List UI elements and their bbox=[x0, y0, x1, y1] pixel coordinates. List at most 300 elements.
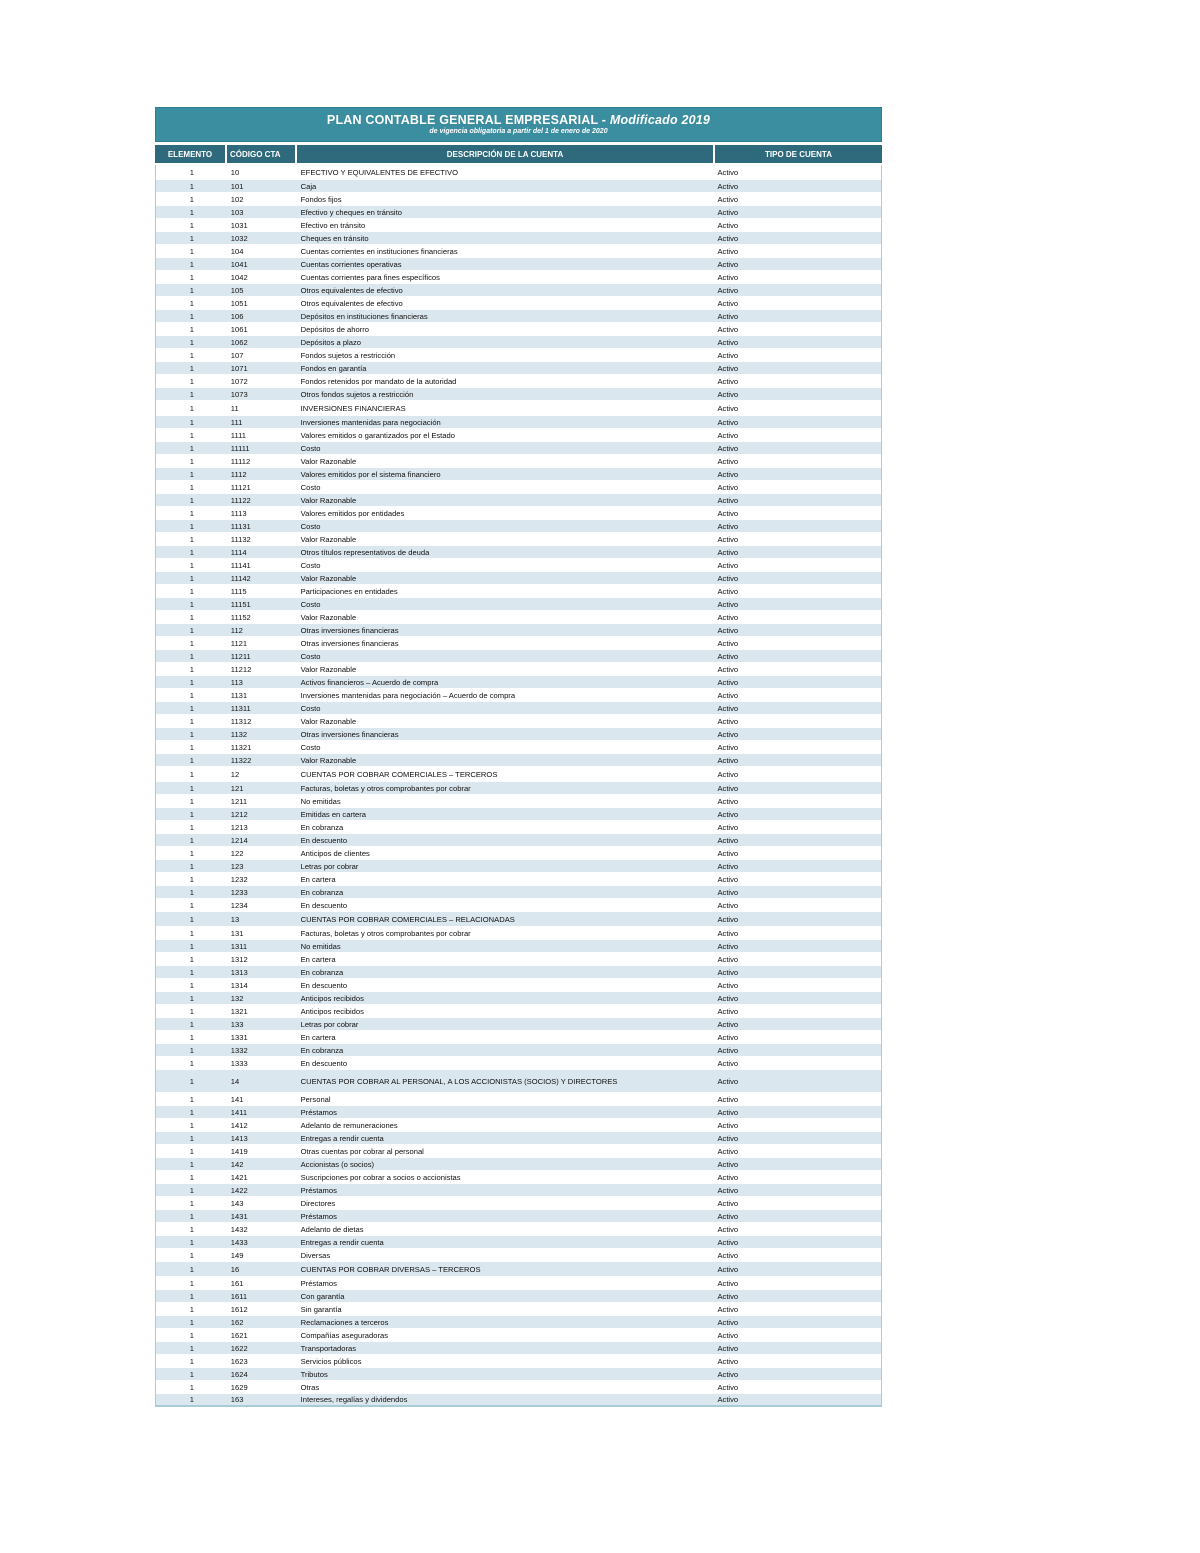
cell-codigo: 1313 bbox=[230, 967, 248, 977]
cell-codigo: 1623 bbox=[230, 1356, 248, 1366]
cell-descripcion: Letras por cobrar bbox=[300, 1019, 359, 1029]
cell-descripcion: Costo bbox=[300, 443, 321, 453]
cell-elemento: 1 bbox=[189, 690, 195, 700]
cell-tipo: Activo bbox=[717, 521, 739, 531]
cell-elemento: 1 bbox=[189, 1356, 195, 1366]
table-row bbox=[156, 1119, 881, 1132]
table-row bbox=[156, 886, 881, 899]
table-row bbox=[156, 219, 881, 232]
cell-tipo: Activo bbox=[717, 430, 739, 440]
table-row bbox=[156, 1329, 881, 1342]
table-row bbox=[156, 1018, 881, 1031]
cell-elemento: 1 bbox=[189, 1133, 195, 1143]
cell-tipo: Activo bbox=[717, 1304, 739, 1314]
table-row bbox=[156, 323, 881, 336]
cell-descripcion: Suscripciones por cobrar a socios o accionistas bbox=[300, 1172, 461, 1182]
cell-codigo: 1032 bbox=[230, 233, 248, 243]
cell-codigo: 1612 bbox=[230, 1304, 248, 1314]
cell-descripcion: En cartera bbox=[300, 1032, 336, 1042]
cell-descripcion: Emitidas en cartera bbox=[300, 809, 367, 819]
cell-elemento: 1 bbox=[189, 1304, 195, 1314]
cell-elemento: 1 bbox=[189, 1198, 195, 1208]
cell-tipo: Activo bbox=[717, 285, 739, 295]
cell-codigo: 122 bbox=[230, 848, 244, 858]
cell-codigo: 1061 bbox=[230, 324, 248, 334]
cell-descripcion: Otros equivalentes de efectivo bbox=[300, 285, 403, 295]
table-row bbox=[156, 1005, 881, 1018]
cell-tipo: Activo bbox=[717, 900, 739, 910]
cell-descripcion: Letras por cobrar bbox=[300, 861, 359, 871]
cell-elemento: 1 bbox=[189, 822, 195, 832]
cell-tipo: Activo bbox=[717, 547, 739, 557]
cell-descripcion: En cartera bbox=[300, 874, 336, 884]
table-row bbox=[156, 1249, 881, 1262]
cell-codigo: 1062 bbox=[230, 337, 248, 347]
cell-descripcion: Otras inversiones financieras bbox=[300, 729, 399, 739]
cell-tipo: Activo bbox=[717, 1395, 739, 1404]
table-row bbox=[156, 715, 881, 728]
cell-tipo: Activo bbox=[717, 664, 739, 674]
cell-elemento: 1 bbox=[189, 547, 195, 557]
table-row bbox=[156, 284, 881, 297]
cell-descripcion: En cartera bbox=[300, 954, 336, 964]
cell-codigo: 113 bbox=[230, 677, 243, 687]
table-row bbox=[156, 1093, 881, 1106]
cell-tipo: Activo bbox=[717, 1250, 739, 1260]
cell-descripcion: No emitidas bbox=[300, 796, 341, 806]
cell-tipo: Activo bbox=[717, 337, 739, 347]
cell-codigo: 1051 bbox=[230, 298, 248, 308]
cell-codigo: 11121 bbox=[230, 482, 251, 492]
cell-codigo: 11312 bbox=[230, 716, 252, 726]
cell-codigo: 1433 bbox=[230, 1237, 248, 1247]
cell-elemento: 1 bbox=[189, 1343, 195, 1353]
cell-codigo: 11142 bbox=[230, 573, 251, 583]
cell-tipo: Activo bbox=[717, 259, 739, 269]
table-row bbox=[156, 663, 881, 676]
table-row bbox=[156, 767, 881, 782]
cell-tipo: Activo bbox=[717, 586, 739, 596]
cell-descripcion: Valor Razonable bbox=[300, 573, 357, 583]
cell-codigo: 1312 bbox=[230, 954, 248, 964]
table-row bbox=[156, 546, 881, 559]
cell-tipo: Activo bbox=[717, 1211, 739, 1221]
cell-tipo: Activo bbox=[717, 181, 739, 191]
cell-codigo: 1333 bbox=[230, 1058, 248, 1068]
cell-tipo: Activo bbox=[717, 755, 739, 765]
cell-descripcion: Diversas bbox=[300, 1250, 331, 1260]
cell-elemento: 1 bbox=[189, 389, 195, 399]
cell-codigo: 11112 bbox=[230, 456, 251, 466]
cell-codigo: 111 bbox=[230, 417, 243, 427]
cell-codigo: 1232 bbox=[230, 874, 248, 884]
table-row bbox=[156, 1057, 881, 1070]
cell-tipo: Activo bbox=[717, 363, 739, 373]
cell-elemento: 1 bbox=[189, 1250, 195, 1260]
cell-tipo: Activo bbox=[717, 220, 739, 230]
cell-codigo: 1234 bbox=[230, 900, 248, 910]
cell-descripcion: Valor Razonable bbox=[300, 456, 357, 466]
cell-tipo: Activo bbox=[717, 376, 739, 386]
cell-codigo: 1412 bbox=[230, 1120, 248, 1130]
cell-tipo: Activo bbox=[717, 1006, 739, 1016]
cell-elemento: 1 bbox=[189, 769, 195, 779]
cell-descripcion: Otros títulos representativos de deuda bbox=[300, 547, 430, 557]
cell-codigo: 1411 bbox=[230, 1107, 248, 1117]
cell-tipo: Activo bbox=[717, 350, 739, 360]
table-row bbox=[156, 232, 881, 245]
cell-elemento: 1 bbox=[189, 495, 195, 505]
table-row bbox=[156, 1262, 881, 1277]
table-row bbox=[156, 1070, 881, 1093]
cell-tipo: Activo bbox=[717, 298, 739, 308]
cell-elemento: 1 bbox=[189, 1264, 195, 1274]
cell-codigo: 11122 bbox=[230, 495, 251, 505]
cell-codigo: 13 bbox=[230, 914, 240, 924]
cell-descripcion: En cobranza bbox=[300, 822, 344, 832]
cell-elemento: 1 bbox=[189, 1317, 195, 1327]
cell-descripcion: Adelanto de dietas bbox=[300, 1224, 364, 1234]
cell-codigo: 11151 bbox=[230, 599, 251, 609]
table-row bbox=[156, 979, 881, 992]
table-row bbox=[156, 966, 881, 979]
cell-descripcion: CUENTAS POR COBRAR DIVERSAS – TERCEROS bbox=[300, 1264, 481, 1274]
cell-elemento: 1 bbox=[189, 298, 195, 308]
cell-tipo: Activo bbox=[717, 1198, 739, 1208]
cell-codigo: 1331 bbox=[230, 1032, 248, 1042]
cell-descripcion: Cheques en tránsito bbox=[300, 233, 369, 243]
cell-codigo: 1211 bbox=[230, 796, 248, 806]
cell-tipo: Activo bbox=[717, 1159, 739, 1169]
cell-tipo: Activo bbox=[717, 1058, 739, 1068]
cell-elemento: 1 bbox=[189, 1032, 195, 1042]
cell-tipo: Activo bbox=[717, 207, 739, 217]
cell-tipo: Activo bbox=[717, 1343, 739, 1353]
cell-elemento: 1 bbox=[189, 1019, 195, 1029]
cell-codigo: 143 bbox=[230, 1198, 244, 1208]
cell-descripcion: Valor Razonable bbox=[300, 534, 357, 544]
table-row bbox=[156, 297, 881, 310]
cell-elemento: 1 bbox=[189, 914, 195, 924]
cell-tipo: Activo bbox=[717, 742, 739, 752]
table-row bbox=[156, 1044, 881, 1057]
cell-tipo: Activo bbox=[717, 508, 739, 518]
cell-descripcion: En descuento bbox=[300, 900, 348, 910]
cell-tipo: Activo bbox=[717, 1237, 739, 1247]
cell-descripcion: Entregas a rendir cuenta bbox=[300, 1133, 384, 1143]
cell-elemento: 1 bbox=[189, 586, 195, 596]
cell-descripcion: Tributos bbox=[300, 1369, 328, 1379]
cell-elemento: 1 bbox=[189, 1172, 195, 1182]
cell-descripcion: Valores emitidos por entidades bbox=[300, 508, 405, 518]
header-codigo: CÓDIGO CTA bbox=[227, 145, 297, 163]
cell-elemento: 1 bbox=[189, 1237, 195, 1247]
table-row bbox=[156, 1394, 881, 1407]
table-row bbox=[156, 1223, 881, 1236]
cell-elemento: 1 bbox=[189, 625, 195, 635]
header-tipo: TIPO DE CUENTA bbox=[715, 145, 882, 163]
header-descripcion: DESCRIPCIÓN DE LA CUENTA bbox=[297, 145, 715, 163]
table-row bbox=[156, 992, 881, 1005]
cell-tipo: Activo bbox=[717, 716, 739, 726]
cell-tipo: Activo bbox=[717, 835, 739, 845]
cell-descripcion: CUENTAS POR COBRAR AL PERSONAL, A LOS ACCIONISTAS (SOCIOS) Y DIRECTORES bbox=[300, 1076, 618, 1086]
cell-codigo: 1431 bbox=[230, 1211, 248, 1221]
cell-tipo: Activo bbox=[717, 194, 739, 204]
cell-elemento: 1 bbox=[189, 755, 195, 765]
cell-elemento: 1 bbox=[189, 1107, 195, 1117]
table-row bbox=[156, 494, 881, 507]
table-row bbox=[156, 754, 881, 767]
cell-codigo: 1114 bbox=[230, 547, 247, 557]
cell-elemento: 1 bbox=[189, 848, 195, 858]
table-row bbox=[156, 940, 881, 953]
cell-codigo: 1111 bbox=[230, 430, 246, 440]
table-row bbox=[156, 1303, 881, 1316]
cell-codigo: 121 bbox=[230, 783, 244, 793]
cell-descripcion: Anticipos recibidos bbox=[300, 993, 364, 1003]
cell-tipo: Activo bbox=[717, 1278, 739, 1288]
table-row bbox=[156, 689, 881, 702]
cell-elemento: 1 bbox=[189, 534, 195, 544]
cell-elemento: 1 bbox=[189, 324, 195, 334]
cell-codigo: 11 bbox=[230, 403, 239, 413]
table-row bbox=[156, 953, 881, 966]
cell-elemento: 1 bbox=[189, 363, 195, 373]
cell-tipo: Activo bbox=[717, 769, 739, 779]
cell-elemento: 1 bbox=[189, 651, 195, 661]
table-row bbox=[156, 1184, 881, 1197]
cell-elemento: 1 bbox=[189, 167, 195, 177]
cell-tipo: Activo bbox=[717, 1107, 739, 1117]
cell-elemento: 1 bbox=[189, 376, 195, 386]
cell-codigo: 104 bbox=[230, 246, 244, 256]
cell-tipo: Activo bbox=[717, 1094, 739, 1104]
cell-codigo: 14 bbox=[230, 1076, 240, 1086]
cell-descripcion: Costo bbox=[300, 482, 321, 492]
cell-descripcion: Facturas, boletas y otros comprobantes por cobrar bbox=[300, 783, 471, 793]
table-row bbox=[156, 912, 881, 927]
cell-elemento: 1 bbox=[189, 941, 195, 951]
cell-descripcion: Inversiones mantenidas para negociación bbox=[300, 417, 441, 427]
cell-codigo: 11132 bbox=[230, 534, 251, 544]
cell-elemento: 1 bbox=[189, 482, 195, 492]
cell-codigo: 141 bbox=[230, 1094, 244, 1104]
cell-codigo: 1611 bbox=[230, 1291, 248, 1301]
cell-tipo: Activo bbox=[717, 729, 739, 739]
cell-codigo: 1115 bbox=[230, 586, 247, 596]
table-row bbox=[156, 559, 881, 572]
cell-tipo: Activo bbox=[717, 809, 739, 819]
cell-codigo: 1332 bbox=[230, 1045, 248, 1055]
cell-descripcion: Otras cuentas por cobrar al personal bbox=[300, 1146, 424, 1156]
table-row bbox=[156, 741, 881, 754]
cell-codigo: 11111 bbox=[230, 443, 250, 453]
header-elemento: ELEMENTO bbox=[155, 145, 227, 163]
cell-descripcion: Costo bbox=[300, 651, 321, 661]
cell-codigo: 162 bbox=[230, 1317, 244, 1327]
cell-tipo: Activo bbox=[717, 534, 739, 544]
cell-descripcion: CUENTAS POR COBRAR COMERCIALES – TERCEROS bbox=[300, 769, 498, 779]
table-row bbox=[156, 782, 881, 795]
cell-descripcion: Anticipos de clientes bbox=[300, 848, 370, 858]
cell-elemento: 1 bbox=[189, 783, 195, 793]
cell-elemento: 1 bbox=[189, 417, 195, 427]
cell-descripcion: Valor Razonable bbox=[300, 495, 357, 505]
cell-tipo: Activo bbox=[717, 1382, 739, 1392]
cell-descripcion: Cuentas corrientes en instituciones financieras bbox=[300, 246, 458, 256]
table-row bbox=[156, 1145, 881, 1158]
cell-codigo: 1042 bbox=[230, 272, 248, 282]
cell-elemento: 1 bbox=[189, 207, 195, 217]
cell-codigo: 11322 bbox=[230, 755, 252, 765]
cell-tipo: Activo bbox=[717, 928, 739, 938]
cell-tipo: Activo bbox=[717, 233, 739, 243]
cell-codigo: 1031 bbox=[230, 220, 248, 230]
table-row bbox=[156, 676, 881, 689]
cell-codigo: 1629 bbox=[230, 1382, 248, 1392]
table-row bbox=[156, 572, 881, 585]
cell-elemento: 1 bbox=[189, 285, 195, 295]
cell-elemento: 1 bbox=[189, 716, 195, 726]
cell-elemento: 1 bbox=[189, 1076, 195, 1086]
table-row bbox=[156, 585, 881, 598]
table-row bbox=[156, 873, 881, 886]
cell-tipo: Activo bbox=[717, 1291, 739, 1301]
cell-descripcion: Préstamos bbox=[300, 1211, 337, 1221]
cell-tipo: Activo bbox=[717, 495, 739, 505]
cell-elemento: 1 bbox=[189, 993, 195, 1003]
cell-descripcion: Depósitos de ahorro bbox=[300, 324, 369, 334]
cell-tipo: Activo bbox=[717, 167, 739, 177]
cell-codigo: 1073 bbox=[230, 389, 248, 399]
table-row bbox=[156, 1290, 881, 1303]
cell-codigo: 1311 bbox=[230, 941, 248, 951]
cell-descripcion: Depósitos a plazo bbox=[300, 337, 361, 347]
cell-descripcion: Efectivo en tránsito bbox=[300, 220, 366, 230]
cell-tipo: Activo bbox=[717, 703, 739, 713]
table-row bbox=[156, 1342, 881, 1355]
table-row bbox=[156, 258, 881, 271]
cell-elemento: 1 bbox=[189, 1330, 195, 1340]
cell-descripcion: En cobranza bbox=[300, 1045, 344, 1055]
cell-tipo: Activo bbox=[717, 1146, 739, 1156]
table-row bbox=[156, 624, 881, 637]
cell-codigo: 101 bbox=[230, 181, 244, 191]
cell-tipo: Activo bbox=[717, 443, 739, 453]
cell-codigo: 103 bbox=[230, 207, 244, 217]
cell-descripcion: INVERSIONES FINANCIERAS bbox=[300, 403, 406, 413]
cell-codigo: 149 bbox=[230, 1250, 244, 1260]
cell-elemento: 1 bbox=[189, 1369, 195, 1379]
cell-tipo: Activo bbox=[717, 822, 739, 832]
account-plan-sheet bbox=[155, 107, 882, 1407]
table-row bbox=[156, 808, 881, 821]
cell-elemento: 1 bbox=[189, 677, 195, 687]
cell-descripcion: Fondos en garantía bbox=[300, 363, 367, 373]
cell-descripcion: Activos financieros – Acuerdo de compra bbox=[300, 677, 439, 687]
table-row bbox=[156, 598, 881, 611]
cell-elemento: 1 bbox=[189, 954, 195, 964]
cell-descripcion: En descuento bbox=[300, 980, 348, 990]
cell-descripcion: Intereses, regalías y dividendos bbox=[300, 1395, 408, 1404]
table-body bbox=[155, 165, 882, 1407]
cell-descripcion: Anticipos recibidos bbox=[300, 1006, 364, 1016]
table-row bbox=[156, 821, 881, 834]
cell-descripcion: Otros fondos sujetos a restricción bbox=[300, 389, 414, 399]
cell-codigo: 131 bbox=[230, 928, 244, 938]
cell-descripcion: Servicios públicos bbox=[300, 1356, 362, 1366]
cell-codigo: 11211 bbox=[230, 651, 251, 661]
cell-codigo: 1213 bbox=[230, 822, 248, 832]
cell-elemento: 1 bbox=[189, 194, 195, 204]
cell-descripcion: Fondos fijos bbox=[300, 194, 342, 204]
cell-elemento: 1 bbox=[189, 521, 195, 531]
cell-elemento: 1 bbox=[189, 443, 195, 453]
title-band bbox=[155, 107, 882, 142]
cell-tipo: Activo bbox=[717, 993, 739, 1003]
table-row bbox=[156, 180, 881, 193]
cell-codigo: 1624 bbox=[230, 1369, 248, 1379]
cell-codigo: 11321 bbox=[230, 742, 252, 752]
table-row bbox=[156, 1132, 881, 1145]
cell-elemento: 1 bbox=[189, 742, 195, 752]
table-row bbox=[156, 795, 881, 808]
cell-descripcion: Cuentas corrientes para fines específicos bbox=[300, 272, 440, 282]
cell-elemento: 1 bbox=[189, 1120, 195, 1130]
cell-tipo: Activo bbox=[717, 796, 739, 806]
cell-tipo: Activo bbox=[717, 403, 739, 413]
cell-tipo: Activo bbox=[717, 324, 739, 334]
cell-elemento: 1 bbox=[189, 1094, 195, 1104]
table-row bbox=[156, 1316, 881, 1329]
cell-descripcion: Entregas a rendir cuenta bbox=[300, 1237, 384, 1247]
cell-elemento: 1 bbox=[189, 1006, 195, 1016]
cell-elemento: 1 bbox=[189, 272, 195, 282]
cell-tipo: Activo bbox=[717, 1356, 739, 1366]
cell-descripcion: Adelanto de remuneraciones bbox=[300, 1120, 398, 1130]
cell-elemento: 1 bbox=[189, 259, 195, 269]
cell-tipo: Activo bbox=[717, 783, 739, 793]
cell-descripcion: Costo bbox=[300, 521, 321, 531]
cell-elemento: 1 bbox=[189, 181, 195, 191]
cell-codigo: 1622 bbox=[230, 1343, 248, 1353]
cell-codigo: 106 bbox=[230, 311, 244, 321]
cell-descripcion: Facturas, boletas y otros comprobantes por cobrar bbox=[300, 928, 471, 938]
table-row bbox=[156, 702, 881, 715]
cell-codigo: 11131 bbox=[230, 521, 251, 531]
cell-elemento: 1 bbox=[189, 1146, 195, 1156]
table-row bbox=[156, 533, 881, 546]
cell-codigo: 11311 bbox=[230, 703, 251, 713]
cell-tipo: Activo bbox=[717, 612, 739, 622]
cell-descripcion: Compañías aseguradoras bbox=[300, 1330, 388, 1340]
cell-codigo: 112 bbox=[230, 625, 243, 635]
cell-tipo: Activo bbox=[717, 1369, 739, 1379]
cell-descripcion: En descuento bbox=[300, 835, 348, 845]
table-row bbox=[156, 637, 881, 650]
cell-descripcion: EFECTIVO Y EQUIVALENTES DE EFECTIVO bbox=[300, 167, 459, 177]
table-row bbox=[156, 1210, 881, 1223]
cell-codigo: 1233 bbox=[230, 887, 248, 897]
cell-tipo: Activo bbox=[717, 246, 739, 256]
table-row bbox=[156, 899, 881, 912]
cell-elemento: 1 bbox=[189, 664, 195, 674]
cell-tipo: Activo bbox=[717, 848, 739, 858]
cell-codigo: 1422 bbox=[230, 1185, 248, 1195]
cell-tipo: Activo bbox=[717, 677, 739, 687]
table-header bbox=[155, 145, 882, 163]
